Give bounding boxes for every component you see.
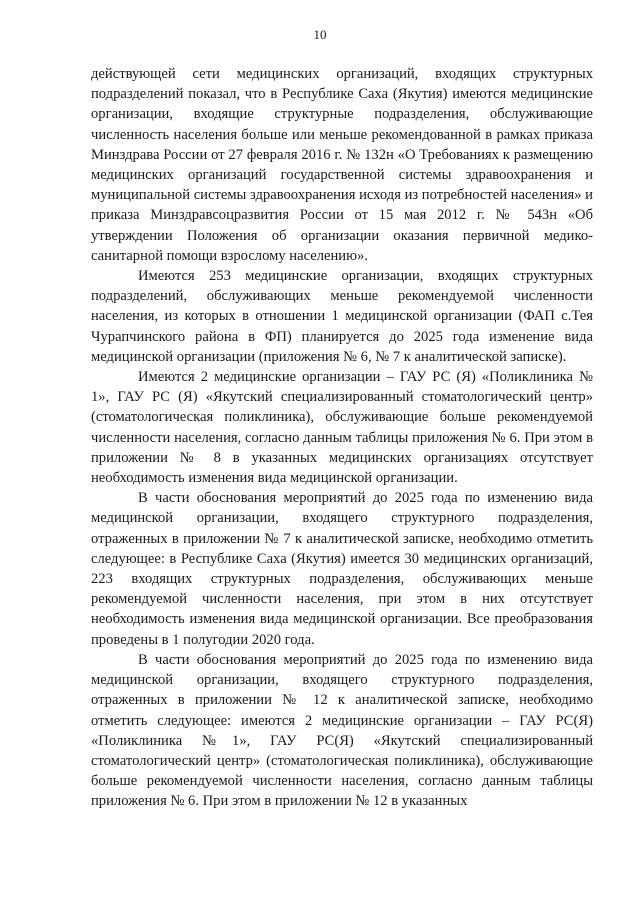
paragraph-appendix-12: В части обоснования мероприятий до 2025 года по изменению вида медицинской организации, входящего структурного подразделения, отраженных в приложении № 12 к аналитической записке, необходимо отметить следующее: имеются 2 медицинские организации – ГАУ РС(Я) «Поликлиника №1», ГАУ РС(Я) «Якутский специализированный стоматологический центр» (стоматологическая поликлиника), обслуживающие больше рекомендуемой численности населения, согласно данным таблицы приложения № 6. При этом в приложении № 12 в указанных xyxy=(91,651,593,810)
paragraph-2-organizations: Имеются 2 медицинские организации – ГАУ РС (Я) «Поликлиника № 1», ГАУ РС (Я) «Якутский специализированный стоматологический центр» (стоматологическая поликлиника), обслуживающие больше рекомендуемой численности населения, согласно данным таблицы приложения № 6. При этом в приложении № 8 в указанных медицинских организациях отсутствует необходимость изменения вида медицинской организации. xyxy=(91,369,593,487)
page-number: 10 xyxy=(313,27,327,42)
paragraph-appendix-7: В части обоснования мероприятий до 2025 года по изменению вида медицинской организации, входящего структурного подразделения, отраженных в приложении № 7 к аналитической записке, необходимо отметить следующее: в Республике Саха (Якутия) имеется 30 медицинских организаций, 223 входящих структурных подразделения, обслуживающих меньше рекомендуемой численности населения, при этом в них отсутствует необходимость изменения вида медицинской организации. Все преобразования проведены в 1 полугодии 2020 года. xyxy=(91,490,593,648)
paragraph-continuation: действующей сети медицинских организаций, входящих структурных подразделений показал, что в Республике Саха (Якутия) имеются медицинские организации, входящие структурные подразделения, обслуживающие численность населения больше или меньше рекомендованной в рамках приказа Минздрава России от 27 февраля 2016 г. № 132н «О Требованиях к размещению медицинских организаций государственной системы здравоохранения и муниципальной системы здравоохранения исходя из потребностей населения» и приказа Минздравсоцразвития России от 15 мая 2012 г. № 543н «Об утверждении Положения об организации оказания первичной медико-санитарной помощи взрослому населению». xyxy=(91,66,593,264)
document-body xyxy=(91,64,593,812)
paragraph-253-organizations: Имеются 253 медицинские организации, входящих структурных подразделений, обслуживающих меньше рекомендуемой численности населения, из которых в отношении 1 медицинской организации (ФАП с.Тея Чурапчинского района в ФП) планируется до 2025 года изменение вида медицинской организации (приложения № 6, № 7 к аналитической записке). xyxy=(91,268,593,365)
